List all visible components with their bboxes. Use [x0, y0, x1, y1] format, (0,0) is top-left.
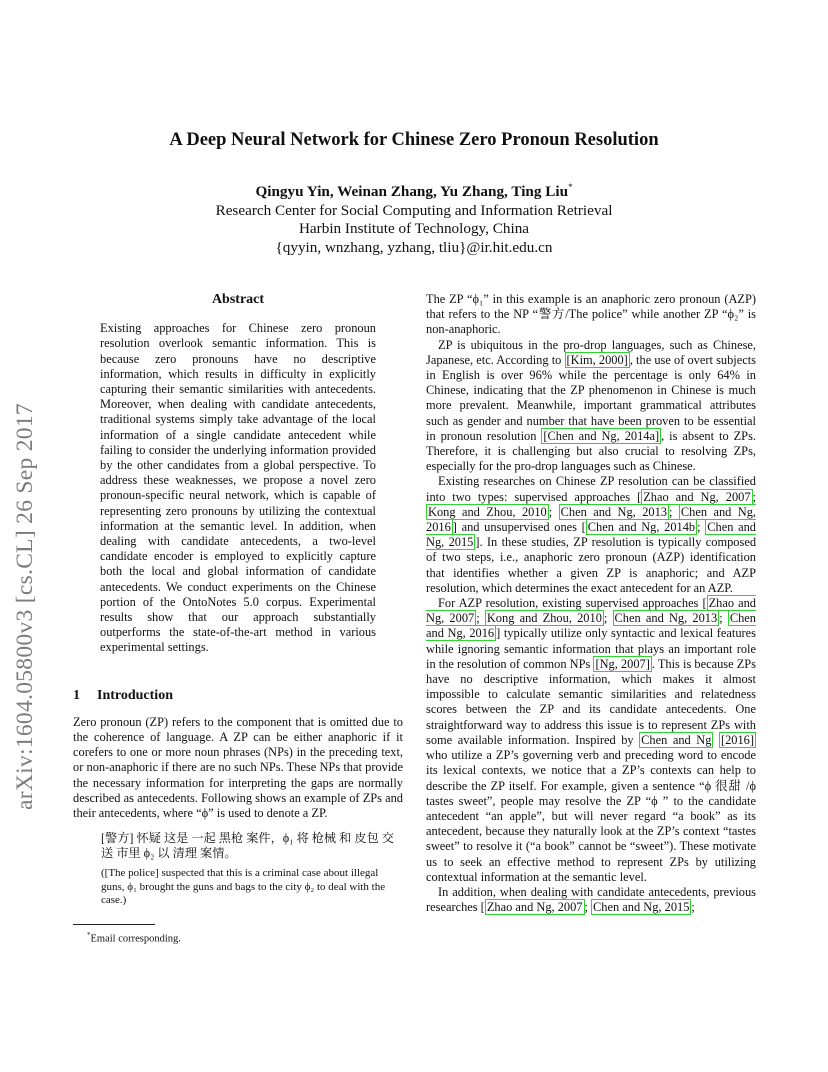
paragraph-azp-resolution: For AZP resolution, existing supervised approaches [ Zhao and Ng, 2007 ; Kong and Zhou, 2010 ; Chen and Ng, 2013 ; Chen and Ng, 2016 ] typically utilize only syntactic and lexical features while ignoring semantic information that plays an important role in the resolution of common NPs [Ng, 2007] . This is because ZPs have no descriptive information, which makes it almost impossible to calculate semantic similarities and relatedness scores between the ZP and its candidate antecedents. One straightforward way to address this issue is to represent ZPs with some available information. Inspired by Chen and Ng [2016] who utilize a ZP’s governing verb and preceding word to encode its lexical contexts, we notice that a ZP’s contexts can help to describe the ZP itself. For example, given a sentence “ϕ 很甜 /ϕ tastes sweet”, people may resolve the ZP “ϕ ” to the candidate antecedent “an apple”, but will never regard “a book” as its antecedent, because they naturally look at the ZP’s context “tastes sweet” to resolve it (“a book” cannot be “sweet”). These motivate us to seek an effective method to represent ZPs by utilizing contextual information at the semantic level.	[426, 596, 757, 884]
footnote-text: Email corresponding.	[90, 933, 181, 945]
author-email: {qyyin, wnzhang, yzhang, tliu}@ir.hit.edu.cn	[275, 238, 553, 256]
citation-link[interactable]: Chen and Ng, 2015	[593, 900, 690, 915]
citation-link[interactable]: Kong and Zhou, 2010	[428, 504, 547, 519]
affiliation-line-2: Harbin Institute of Technology, China	[298, 220, 530, 238]
abstract-text: Existing approaches for Chinese zero pronoun resolution overlook semantic information. This is because zero pronouns have no descriptive information, which results in difficulty in explicitly capturing their semantic similarities with antecedents. Moreover, when dealing with candidate antecedents, traditional systems simply take advantage of the local information of a single candidate antecedent while failing to consider the underlying information provided by the other candidates from a global perspective. To address these weaknesses, we propose a novel zero pronoun-specific neural network, which is capable of representing zero pronouns by utilizing the contextual information at the semantic level. In addition, when dealing with candidate antecedents, a two-level candidate encoder is employed to explicitly capture both the local and global information of candidate antecedents. We conduct experiments on the Chinese portion of the OntoNotes 5.0 corpus. Experimental results show that our approach substantially outperforms the state-of-the-art method in various experimental settings.	[100, 321, 376, 655]
author-names: Qingyu Yin, Weinan Zhang, Yu Zhang, Ting Liu*	[255, 182, 573, 201]
citation-link[interactable]: Kong and Zhou, 2010	[486, 611, 602, 626]
citation-link[interactable]: Chen and Ng	[641, 732, 712, 747]
footnote	[73, 928, 403, 947]
affiliation-line-1: Research Center for Social Computing and Information Retrieval	[215, 201, 613, 219]
section-number: 1	[73, 687, 80, 703]
citation-link[interactable]: [Ng, 2007]	[595, 656, 650, 671]
citation-link[interactable]: Chen and Ng, 2016	[426, 611, 756, 641]
intro-paragraph: Zero pronoun (ZP) refers to the component that is omitted due to the coherence of language. A ZP can be either anaphoric if it corefers to one or more noun phrases (NPs) in the preceding text, or non-anaphoric if there are no such NPs. These NPs that provide the necessary information for interpreting the gaps are normally described as antecedents. Following shows an example of ZPs and their antecedents, where “ϕ” is used to denote a ZP.	[73, 714, 403, 821]
citation-link[interactable]: Zhao and Ng, 2007	[486, 900, 583, 915]
citation-link[interactable]: [2016]	[720, 732, 754, 747]
section-heading-introduction	[73, 688, 403, 703]
footnote-rule	[73, 924, 155, 925]
citation-link[interactable]: Chen and Ng, 2015	[426, 520, 756, 550]
paragraph-zp-ubiquitous: ZP is ubiquitous in the pro-drop languages, such as Chinese, Japanese, etc. According to [Kim, 2000] , the use of overt subjects in English is over 96% while the percentage is only 64% in Chinese, indicating that the ZP phenomenon in Chinese is much more prevalent. Meanwhile, important grammatical attributes such as gender and number that have been proven to be essential in pronoun resolution [Chen and Ng, 2014a] , is absent to ZPs. Therefore, it is challenging but also crucial to resolving ZPs, especially for the pro-drop languages such as Chinese.	[426, 337, 756, 474]
paragraph-existing-research: Existing researches on Chinese ZP resolution can be classified into two types: supervised approaches [ Zhao and Ng, 2007 ; Kong and Zhou, 2010 ; Chen and Ng, 2013 ; Chen and Ng, 2016 ] and unsupervised ones [ Chen and Ng, 2014b ; Chen and Ng, 2015 ]. In these studies, ZP resolution is typically composed of two steps, i.e., anaphoric zero pronoun (AZP) identification that identifies whether a given ZP is anaphoric; and AZP resolution, which determines the exact antecedent for an AZP.	[426, 474, 757, 595]
paragraph-candidate-antecedents: In addition, when dealing with candidate antecedents, previous researches [ Zhao and Ng, 2007 ; Chen and Ng, 2015 ;	[426, 884, 756, 915]
citation-link[interactable]: Zhao and Ng, 2007	[643, 489, 751, 504]
footnote-symbol: *	[87, 931, 91, 940]
author-block	[0, 178, 828, 257]
left-column	[73, 292, 403, 947]
citation-link[interactable]: [Kim, 2000]	[566, 352, 628, 367]
footnote-mark: *	[568, 182, 573, 192]
citation-link[interactable]: [Chen and Ng, 2014a]	[543, 428, 660, 443]
citation-link[interactable]: Chen and Ng, 2014b	[587, 520, 696, 535]
example-translation: ([The police] suspected that this is a criminal case about illegal guns, ϕ₁ brought the guns and bags to the city ϕ₂ to deal with the case.)	[101, 867, 386, 907]
citation-link[interactable]: Chen and Ng, 2013	[614, 611, 718, 626]
section-title: Introduction	[97, 687, 173, 703]
right-column	[426, 292, 756, 915]
paragraph-zp-example: The ZP “ϕ₁” in this example is an anaphoric zero pronoun (AZP) that refers to the NP “警方/The police” while another ZP “ϕ₂” is non-anaphoric.	[426, 292, 756, 337]
citation-link[interactable]: Chen and Ng, 2013	[560, 504, 667, 519]
arxiv-stamp: arXiv:1604.05800v3 [cs.CL] 26 Sep 2017	[12, 403, 38, 810]
citation-link[interactable]: Zhao and Ng, 2007	[426, 596, 756, 626]
abstract-heading: Abstract	[211, 292, 265, 307]
citation-link[interactable]: Chen and Ng, 2016	[426, 504, 756, 535]
example-chinese: [警方] 怀疑 这是 一起 黑枪 案件，ϕ₁ 将 枪械 和 皮包 交送 市里 ϕ₂ 以 清理 案情。	[101, 831, 394, 861]
paper-title: A Deep Neural Network for Chinese Zero Pronoun Resolution	[169, 130, 659, 150]
